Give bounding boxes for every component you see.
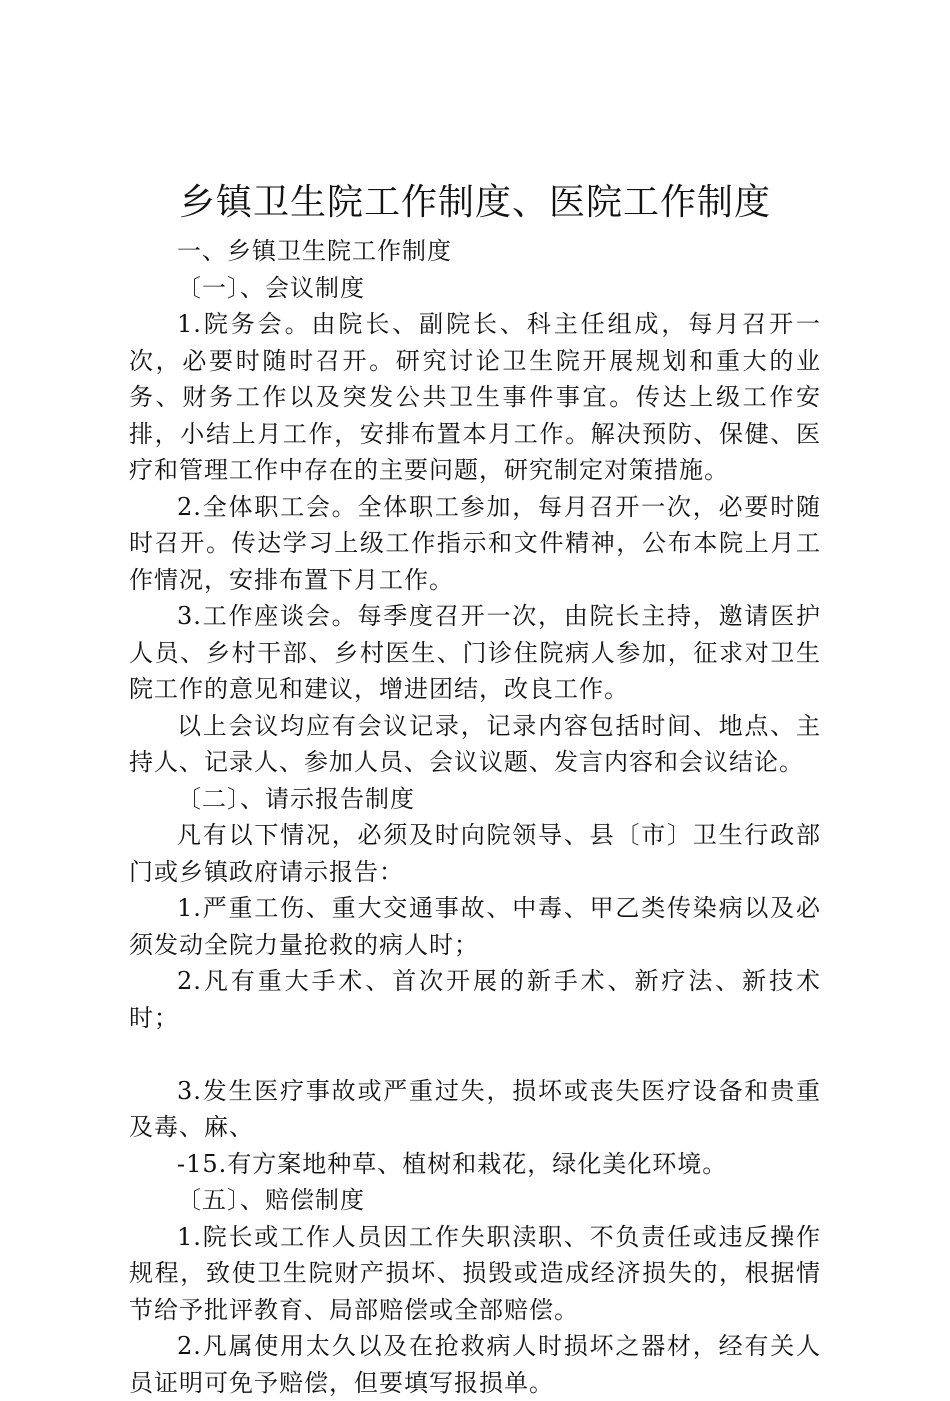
- blank-line: [129, 1036, 821, 1073]
- subsection-heading-compensation: 〔五〕、赔偿制度: [177, 1186, 365, 1214]
- paragraph-compensation-2: 2.凡属使用太久以及在抢救病人时损坏之器材，经有关人员证明可免予赔偿，但要填写报损单。: [129, 1332, 821, 1397]
- paragraph-meeting-records: 以上会议均应有会议记录，记录内容包括时间、地点、主持人、记录人、参加人员、会议议题、发言内容和会议结论。: [129, 711, 821, 776]
- paragraph-compensation-1: 1.院长或工作人员因工作失职渎职、不负责任或违反操作规程，致使卫生院财产损坏、损毁或造成经济损失的，根据情节给予批评教育、局部赔偿或全部赔偿。: [129, 1222, 821, 1324]
- paragraph-report-2: 2.凡有重大手术、首次开展的新手术、新疗法、新技术时；: [129, 967, 821, 1032]
- section-heading: 一、乡镇卫生院工作制度: [177, 237, 452, 265]
- paragraph-meeting-3: 3.工作座谈会。每季度召开一次，由院长主持，邀请医护人员、乡村干部、乡村医生、门诊住院病人参加，征求对卫生院工作的意见和建议，增进团结，改良工作。: [129, 602, 821, 703]
- paragraph-report-intro: 凡有以下情况，必须及时向院领导、县〔市〕卫生行政部门或乡镇政府请示报告：: [129, 821, 821, 886]
- subsection-heading-report: 〔二〕、请示报告制度: [177, 784, 415, 813]
- paragraph-greening: -15.有方案地种草、植树和栽花，绿化美化环境。: [177, 1149, 728, 1178]
- document-body: [129, 233, 821, 1401]
- paragraph-report-1: 1.严重工伤、重大交通事故、中毒、甲乙类传染病以及必须发动全院力量抢救的病人时；: [129, 894, 821, 959]
- subsection-heading-meeting: 〔一〕、会议制度: [177, 273, 365, 302]
- paragraph-meeting-2: 2.全体职工会。全体职工参加，每月召开一次，必要时随时召开。传达学习上级工作指示和文件精神，公布本院上月工作情况，安排布置下月工作。: [129, 492, 821, 594]
- paragraph-meeting-1: 1.院务会。由院长、副院长、科主任组成，每月召开一次，必要时随时召开。研究讨论卫生院开展规划和重大的业务、财务工作以及突发公共卫生事件事宜。传达上级工作安排，小结上月工作，安排布置本月工作。解决预防、保健、医疗和管理工作中存在的主要问题，研究制定对策措施。: [129, 310, 821, 484]
- paragraph-report-3: 3.发生医疗事故或严重过失，损坏或丧失医疗设备和贵重及毒、麻、: [129, 1076, 821, 1141]
- document-title: 乡镇卫生院工作制度、医院工作制度: [178, 182, 771, 223]
